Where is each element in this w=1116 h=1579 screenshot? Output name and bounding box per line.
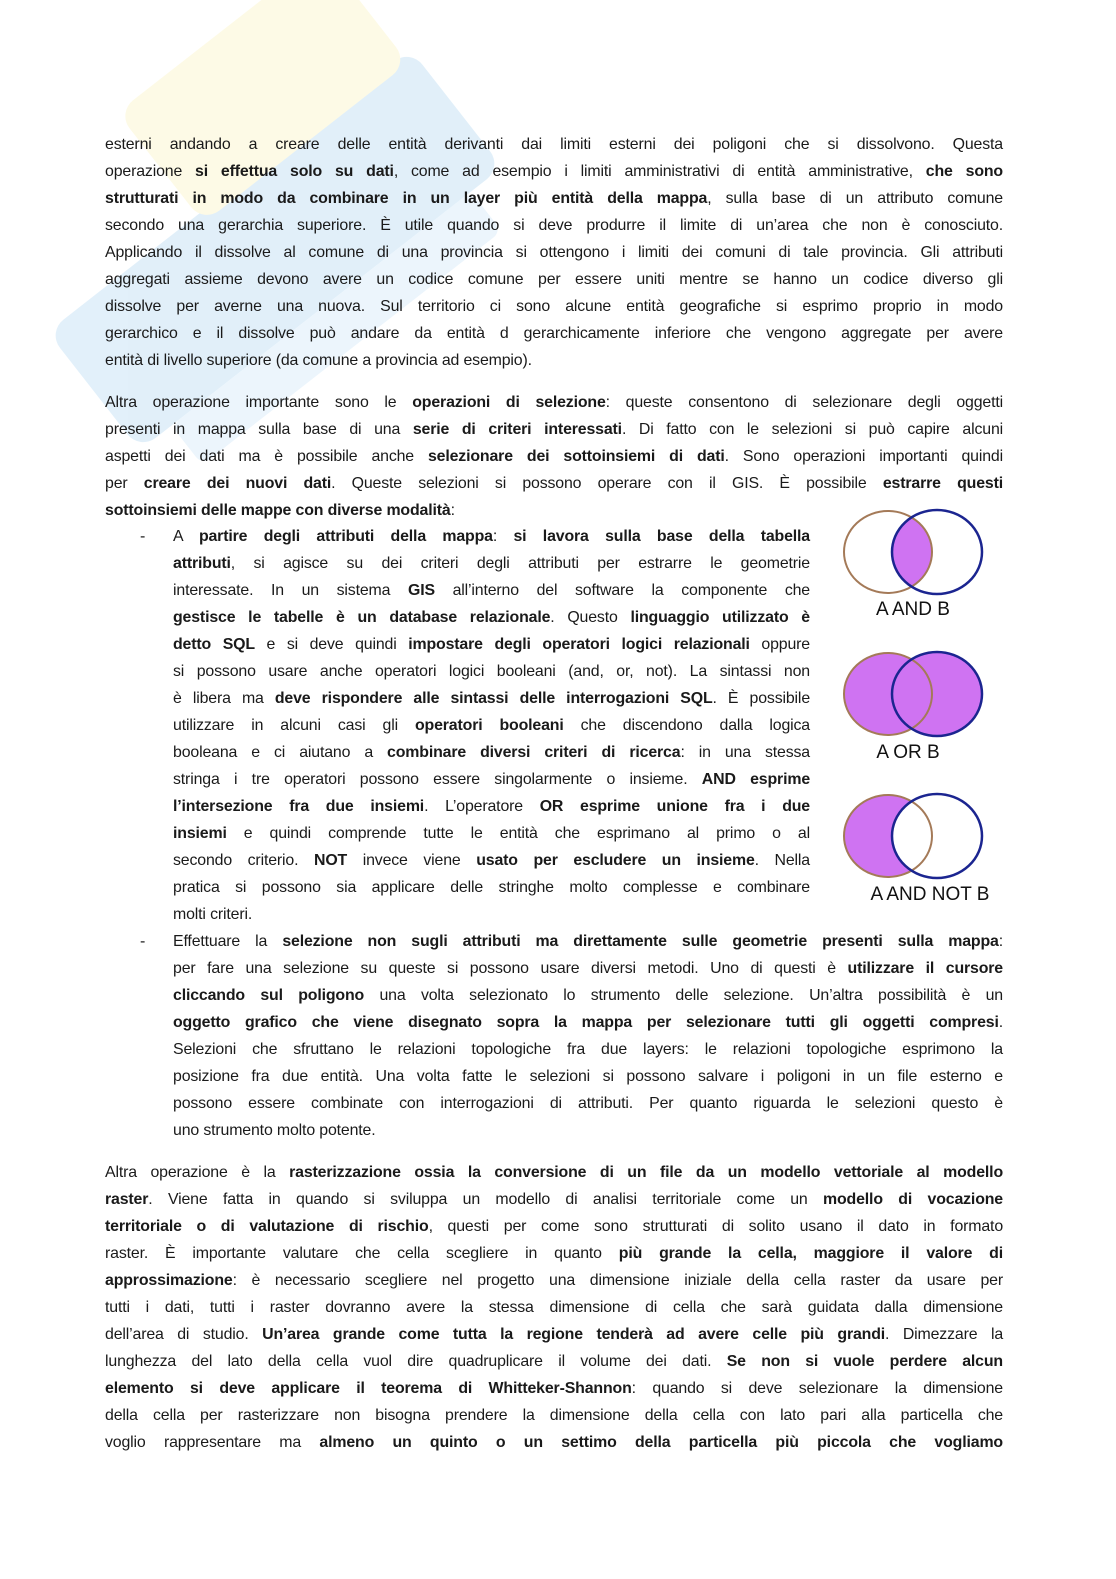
text-line [173,658,810,685]
bold-text: si lavora sulla base della tabella [513,528,810,545]
paragraph-rasterization [105,1159,1003,1456]
text-line [173,793,810,820]
text-line [105,1375,1003,1402]
text-run: operazione [105,163,196,180]
text-run: secondo una gerarchia superiore. È utile quando si deve produrre il limite di un’area che non è conosciuto. [105,217,1003,234]
bold-text: strutturati in modo da combinare in un layer più entità della mappa [105,190,708,207]
text-run: , si agisce su dei criteri degli attributi per estrarre le geometrie [230,555,810,572]
text-line [173,847,810,874]
text-run: si possono usare anche operatori logici booleani (and, or, not). La sintassi non [173,663,810,680]
bold-text: NOT [314,852,348,869]
text-line [173,874,810,901]
text-line [173,712,810,739]
bold-text: cliccando sul poligono [173,987,365,1004]
text-run: dell’area di studio. [105,1326,263,1343]
bold-text: oggetto grafico che viene disegnato sopra la mappa per selezionare tutti gli oggetti compresi [173,1014,999,1031]
text-run: . Dimezzare la [885,1326,1004,1343]
bold-text: sottoinsiemi delle mappe con diverse modalità [105,502,451,519]
venn-or-diagram [844,652,982,763]
bold-text: almeno un quinto o un settimo della particella più piccola che vogliamo [319,1434,1003,1451]
bold-text: insiemi [173,825,227,842]
text-line [105,1186,1003,1213]
text-run: oppure [749,636,810,653]
text-line [105,347,1003,374]
text-run: Selezioni che sfruttano le relazioni topologiche fra due layers: le relazioni topologiche esprimono la [173,1041,1003,1058]
text-line [105,443,1003,470]
text-line [105,1294,1003,1321]
text-run: , questi per come sono strutturati di solito usano il dato in formato [428,1218,1004,1235]
text-run: : quando si deve selezionare la dimensione [631,1380,1003,1397]
text-line [105,266,1003,293]
text-run: . [998,1014,1003,1031]
bold-text: deve rispondere alle sintassi delle interrogazioni SQL [274,690,713,707]
text-run: utilizzare in alcuni casi gli [173,717,415,734]
text-run: booleana e ci aiutano a [173,744,388,761]
bold-text: si effettua solo su dati [195,163,394,180]
bold-text: detto SQL [173,636,255,653]
text-run: secondo criterio. [173,852,314,869]
text-run: per fare una selezione su queste si possono usare diversi metodi. Uno di questi è [173,960,848,977]
bold-text: attributi [173,555,231,572]
text-line [173,820,810,847]
text-line [105,416,1003,443]
text-run: . L’operatore [424,798,540,815]
text-line [105,1321,1003,1348]
text-run: voglio rappresentare ma [105,1434,320,1451]
bold-text: l’intersezione fra due insiemi [173,798,425,815]
text-run: : in una stessa [680,744,810,761]
text-line [173,604,810,631]
text-run: gerarchico e il dissolve può andare da entità d gerarchicamente inferiore che vengono aggregate per avere [105,325,1003,342]
text-run: : è necessario scegliere nel progetto una dimensione iniziale della cella raster da usare per [232,1272,1003,1289]
text-run: Altra operazione importante sono le [105,394,413,411]
text-line [105,158,1003,185]
text-line [173,1090,1003,1117]
text-run: posizione fra due entità. Una volta fatte le selezioni si possono salvare i poligoni in un file esterno e [173,1068,1003,1085]
bold-text: selezione non sugli attributi ma direttamente sulle geometrie presenti sulla mappa [282,933,999,950]
bold-text: gestisce le tabelle è un database relazionale [173,609,551,626]
text-run: invece viene [347,852,477,869]
text-line [173,739,810,766]
text-line [105,320,1003,347]
text-run: . Nella [754,852,810,869]
text-run: lunghezza del lato della cella vuol dire quadruplicare il volume dei dati. [105,1353,727,1370]
text-line [105,212,1003,239]
venn-and-diagram [844,510,982,620]
text-run: , come ad esempio i limiti amministrativi di entità amministrative, [393,163,926,180]
text-run: . Di fatto con le selezioni si può capire alcuni [621,421,1004,438]
text-run: per [105,475,144,492]
bold-text: linguaggio utilizzato è [630,609,810,626]
bold-text: approssimazione [105,1272,233,1289]
list-bullet: - [140,528,146,545]
bold-text: usato per escludere un insieme [476,852,755,869]
venn-and-label: A AND B [876,599,950,620]
text-run: possono essere combinate con interrogazioni di attributi. Per quanto riguarda le selezioni questo è [173,1095,1003,1112]
venn-diagrams-figure [830,500,1010,910]
bold-text: elemento si deve applicare il teorema di Whitteker-Shannon [105,1380,632,1397]
text-run: della cella per rasterizzare non bisogna prendere la dimensione della cella con lato pari alla particella che [105,1407,1003,1424]
text-run: e si deve quindi [254,636,409,653]
text-line [173,982,1003,1009]
bold-text: serie di criteri interessati [412,421,622,438]
text-run: Altra operazione è la [105,1164,290,1181]
text-line [173,766,810,793]
bold-text: impostare degli operatori logici relazionali [408,636,750,653]
text-run: : [492,528,514,545]
text-run: esterni andando a creare delle entità derivanti dai limiti esterni dei poligoni che si dissolvono. Questa [105,136,1003,153]
text-run: entità di livello superiore (da comune a provincia ad esempio). [105,352,532,369]
text-run: , sulla base di un attributo comune [707,190,1003,207]
text-run: dissolve per averne una nuova. Sul territorio ci sono alcune entità geografiche si esprimo proprio in modo [105,298,1003,315]
text-line [105,389,1003,416]
text-line [105,239,1003,266]
text-run: raster. È importante valutare che cella scegliere in quanto [105,1245,619,1262]
list-item-attribute-selection [173,523,810,928]
text-run: è libera ma [173,690,275,707]
text-line [173,955,1003,982]
bold-text: OR esprime unione fra i due [539,798,810,815]
text-line [173,1063,1003,1090]
text-line [105,1348,1003,1375]
text-line [105,1213,1003,1240]
text-run: che discendono dalla logica [563,717,810,734]
text-line [173,577,810,604]
text-run: stringa i tre operatori possono essere singolarmente o insieme. [173,771,702,788]
list-item-geometry-selection [173,928,1003,1144]
text-line [105,1240,1003,1267]
text-run: aggregati assieme devono avere un codice comune per essere uniti mentre se hanno un codice diverso gli [105,271,1003,288]
text-run: . Sono operazioni importanti quindi [724,448,1003,465]
text-line [173,928,1003,955]
bold-text: Se non si vuole perdere alcun [726,1353,1003,1370]
text-run: presenti in mappa sulla base di una [105,421,413,438]
text-line [173,901,810,928]
text-line [105,470,1003,497]
bold-text: rasterizzazione ossia la conversione di un file da un modello vettoriale al modello [289,1164,1004,1181]
bold-text: modello di vocazione [823,1191,1003,1208]
text-run: uno strumento molto potente. [173,1122,376,1139]
text-line [105,131,1003,158]
text-run: : queste consentono di selezionare degli oggetti [605,394,1003,411]
text-line [105,293,1003,320]
text-run: : [450,502,455,519]
text-run: Applicando il dissolve al comune di una provincia si ottengono i limiti dei comuni di tale provincia. Gli attributi [105,244,1003,261]
text-line [173,685,810,712]
text-line [105,1159,1003,1186]
text-run: aspetti dei dati ma è possibile anche [105,448,428,465]
text-run: all’interno del software la componente che [434,582,810,599]
bold-text: creare dei nuovi dati [143,475,332,492]
venn-or-label: A OR B [876,742,940,763]
text-run: . Queste selezioni si possono operare con il GIS. È possibile [331,475,883,492]
text-run: una volta selezionato lo strumento delle selezione. Un’altra possibilità è un [364,987,1003,1004]
text-line [173,631,810,658]
text-line [173,1036,1003,1063]
bold-text: operazioni di selezione [412,394,606,411]
list-bullet: - [140,933,146,950]
text-line [105,1267,1003,1294]
text-line [173,1117,1003,1144]
bold-text: Un’area grande come tutta la regione tenderà ad avere celle più grandi [262,1326,886,1343]
bold-text: utilizzare il cursore [847,960,1003,977]
bold-text: raster [105,1191,149,1208]
venn-and-not-diagram [844,794,989,905]
text-line [173,1009,1003,1036]
text-run: molti criteri. [173,906,253,923]
text-run: . Viene fatta in quando si sviluppa un modello di analisi territoriale come un [148,1191,824,1208]
paragraph-dissolve [105,131,1003,374]
bold-text: più grande la cella, maggiore il valore di [618,1245,1004,1262]
bold-text: territoriale o di valutazione di rischio [105,1218,429,1235]
text-run: : [998,933,1004,950]
text-run: . È possibile [712,690,811,707]
text-line [173,550,810,577]
text-run: e quindi comprende tutte le entità che esprimano al primo o al [226,825,810,842]
text-run: tutti i dati, tutti i raster dovranno avere la stessa dimensione di cella che sarà guidata dalla dimensione [105,1299,1003,1316]
bold-text: GIS [407,582,435,599]
venn-and-not-label: A AND NOT B [870,884,990,905]
text-line [173,523,810,550]
text-run: interessate. In un sistema [173,582,408,599]
bold-text: estrarre questi [882,475,1003,492]
bold-text: selezionare dei sottoinsiemi di dati [427,448,725,465]
bold-text: AND esprime [701,771,811,788]
text-line [105,1402,1003,1429]
text-run: Effettuare la [173,933,283,950]
bold-text: che sono [925,163,1003,180]
text-run: A [173,528,199,545]
text-run: pratica si possono sia applicare delle stringhe molto complesse e combinare [173,879,810,896]
text-line [105,185,1003,212]
text-line [105,1429,1003,1456]
bold-text: partire degli attributi della mappa [198,528,493,545]
bold-text: operatori booleani [414,717,564,734]
bold-text: combinare diversi criteri di ricerca [387,744,681,761]
text-run: . Questo [550,609,631,626]
